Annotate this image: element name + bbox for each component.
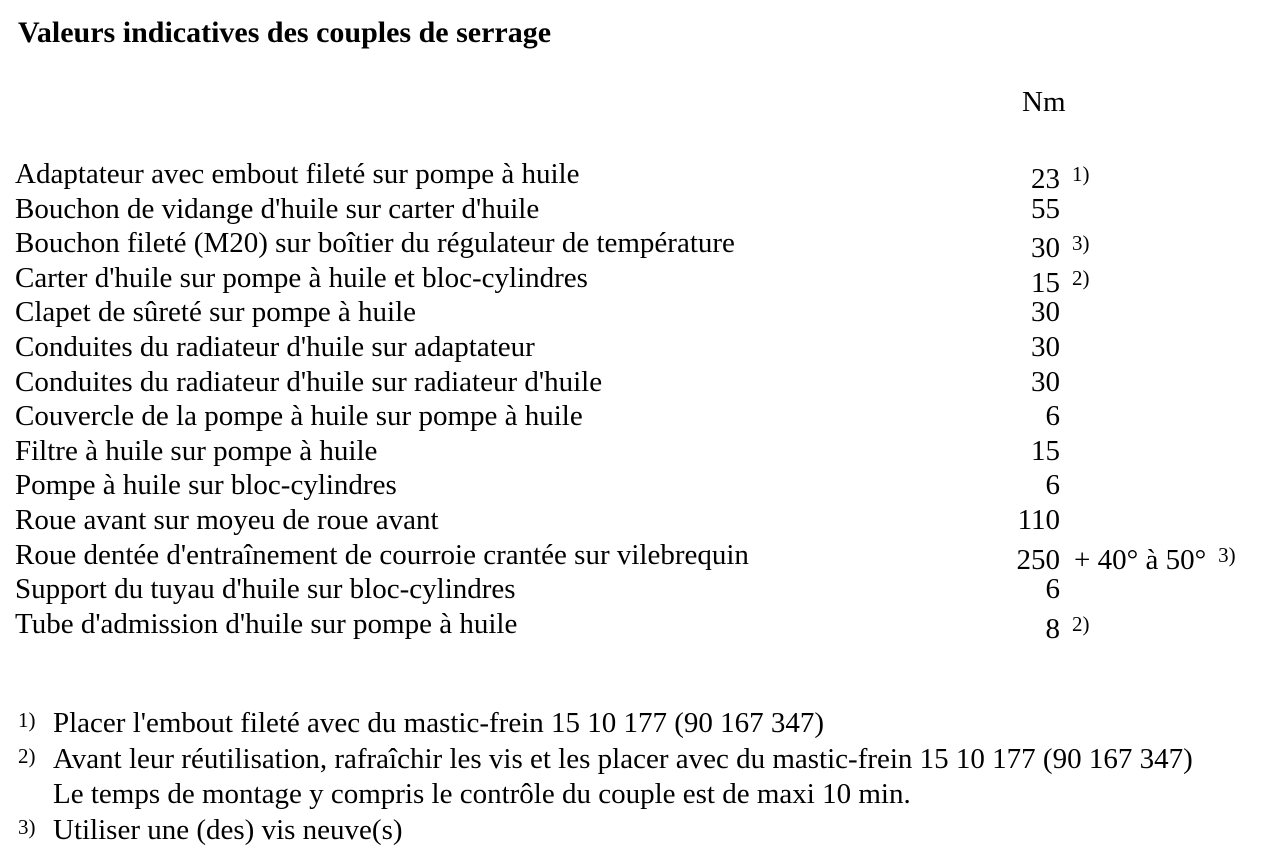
footnote-line: Placer l'embout fileté avec du mastic-frein 15 10 177 (90 167 347) — [53, 707, 825, 739]
value-number: 15 — [1031, 434, 1060, 467]
value-number: 15 — [1031, 266, 1060, 299]
table-row — [0, 192, 1280, 227]
footnote-line: Le temps de montage y compris le contrôle du couple est de maxi 10 min. — [53, 778, 911, 810]
table-row — [0, 157, 1280, 195]
value-number: 30 — [1031, 365, 1060, 398]
value-number: 30 — [1031, 296, 1060, 329]
row-label: Clapet de sûreté sur pompe à huile — [15, 296, 417, 329]
value-number: 8 — [1045, 612, 1060, 645]
table-row — [0, 261, 1280, 299]
value-number: 6 — [1045, 400, 1060, 433]
value-number: 30 — [1031, 232, 1060, 265]
row-value — [930, 607, 1090, 647]
footnote-ref: 3) — [1218, 542, 1236, 567]
row-value — [930, 295, 1060, 330]
row-value — [930, 572, 1060, 607]
row-label: Bouchon de vidange d'huile sur carter d'huile — [15, 192, 540, 225]
row-value — [930, 330, 1060, 365]
row-label: Couvercle de la pompe à huile sur pompe à huile — [15, 400, 583, 433]
page-title: Valeurs indicatives des couples de serrage — [18, 16, 552, 49]
row-label: Filtre à huile sur pompe à huile — [15, 434, 378, 467]
footnote-ref: 2) — [1072, 611, 1090, 636]
row-value — [930, 365, 1060, 400]
footnote-marker: 1) — [18, 708, 36, 732]
footnote-marker: 3) — [18, 814, 36, 839]
row-label: Support du tuyau d'huile sur bloc-cylindres — [15, 573, 516, 606]
row-label: Adaptateur avec embout fileté sur pompe à huile — [15, 158, 580, 190]
table-row — [0, 607, 1280, 645]
footnote — [0, 742, 1280, 813]
value-number: 110 — [1017, 503, 1060, 536]
row-label: Roue avant sur moyeu de roue avant — [15, 503, 439, 536]
footnote-line: Utiliser une (des) vis neuve(s) — [53, 813, 403, 846]
footnote — [0, 706, 1280, 742]
row-label: Roue dentée d'entraînement de courroie crantée sur vilebrequin — [15, 538, 749, 571]
row-value — [930, 503, 1060, 538]
row-label: Pompe à huile sur bloc-cylindres — [15, 469, 397, 502]
table-row — [0, 295, 1280, 330]
row-value — [930, 468, 1060, 503]
value-number: 23 — [1031, 163, 1060, 195]
row-label: Conduites du radiateur d'huile sur adaptateur — [15, 330, 535, 363]
table-row — [0, 468, 1280, 503]
table-row — [0, 434, 1280, 469]
table-row — [0, 330, 1280, 365]
row-label: Conduites du radiateur d'huile sur radiateur d'huile — [15, 365, 603, 398]
footnote-line: Avant leur réutilisation, rafraîchir les vis et les placer avec du mastic-frein 15 10 177 (90 167 347) — [53, 742, 1193, 775]
table-row — [0, 226, 1280, 265]
footnotes-section — [0, 706, 1280, 848]
row-value — [930, 399, 1060, 434]
unit-column-header: Nm — [1022, 86, 1066, 118]
table-row — [0, 503, 1280, 538]
torque-table — [0, 157, 1280, 645]
table-row — [0, 538, 1280, 576]
footnote-marker: 2) — [18, 743, 36, 768]
value-number: 30 — [1031, 330, 1060, 363]
table-row — [0, 399, 1280, 434]
footnote-ref: 3) — [1072, 231, 1090, 256]
table-row — [0, 572, 1280, 607]
value-suffix: + 40° à 50° — [1074, 543, 1207, 576]
value-number: 6 — [1045, 469, 1060, 502]
row-value — [930, 192, 1060, 227]
table-row — [0, 365, 1280, 400]
value-number: 250 — [1016, 543, 1060, 576]
value-number: 55 — [1031, 192, 1060, 225]
row-label: Tube d'admission d'huile sur pompe à huile — [15, 607, 518, 640]
row-label: Bouchon fileté (M20) sur boîtier du régulateur de température — [15, 227, 735, 260]
row-value — [930, 434, 1060, 469]
footnote-ref: 1) — [1072, 162, 1090, 186]
row-label: Carter d'huile sur pompe à huile et bloc-cylindres — [15, 261, 588, 294]
value-number: 6 — [1045, 573, 1060, 606]
footnote — [0, 813, 1280, 849]
footnote-ref: 2) — [1072, 265, 1090, 290]
